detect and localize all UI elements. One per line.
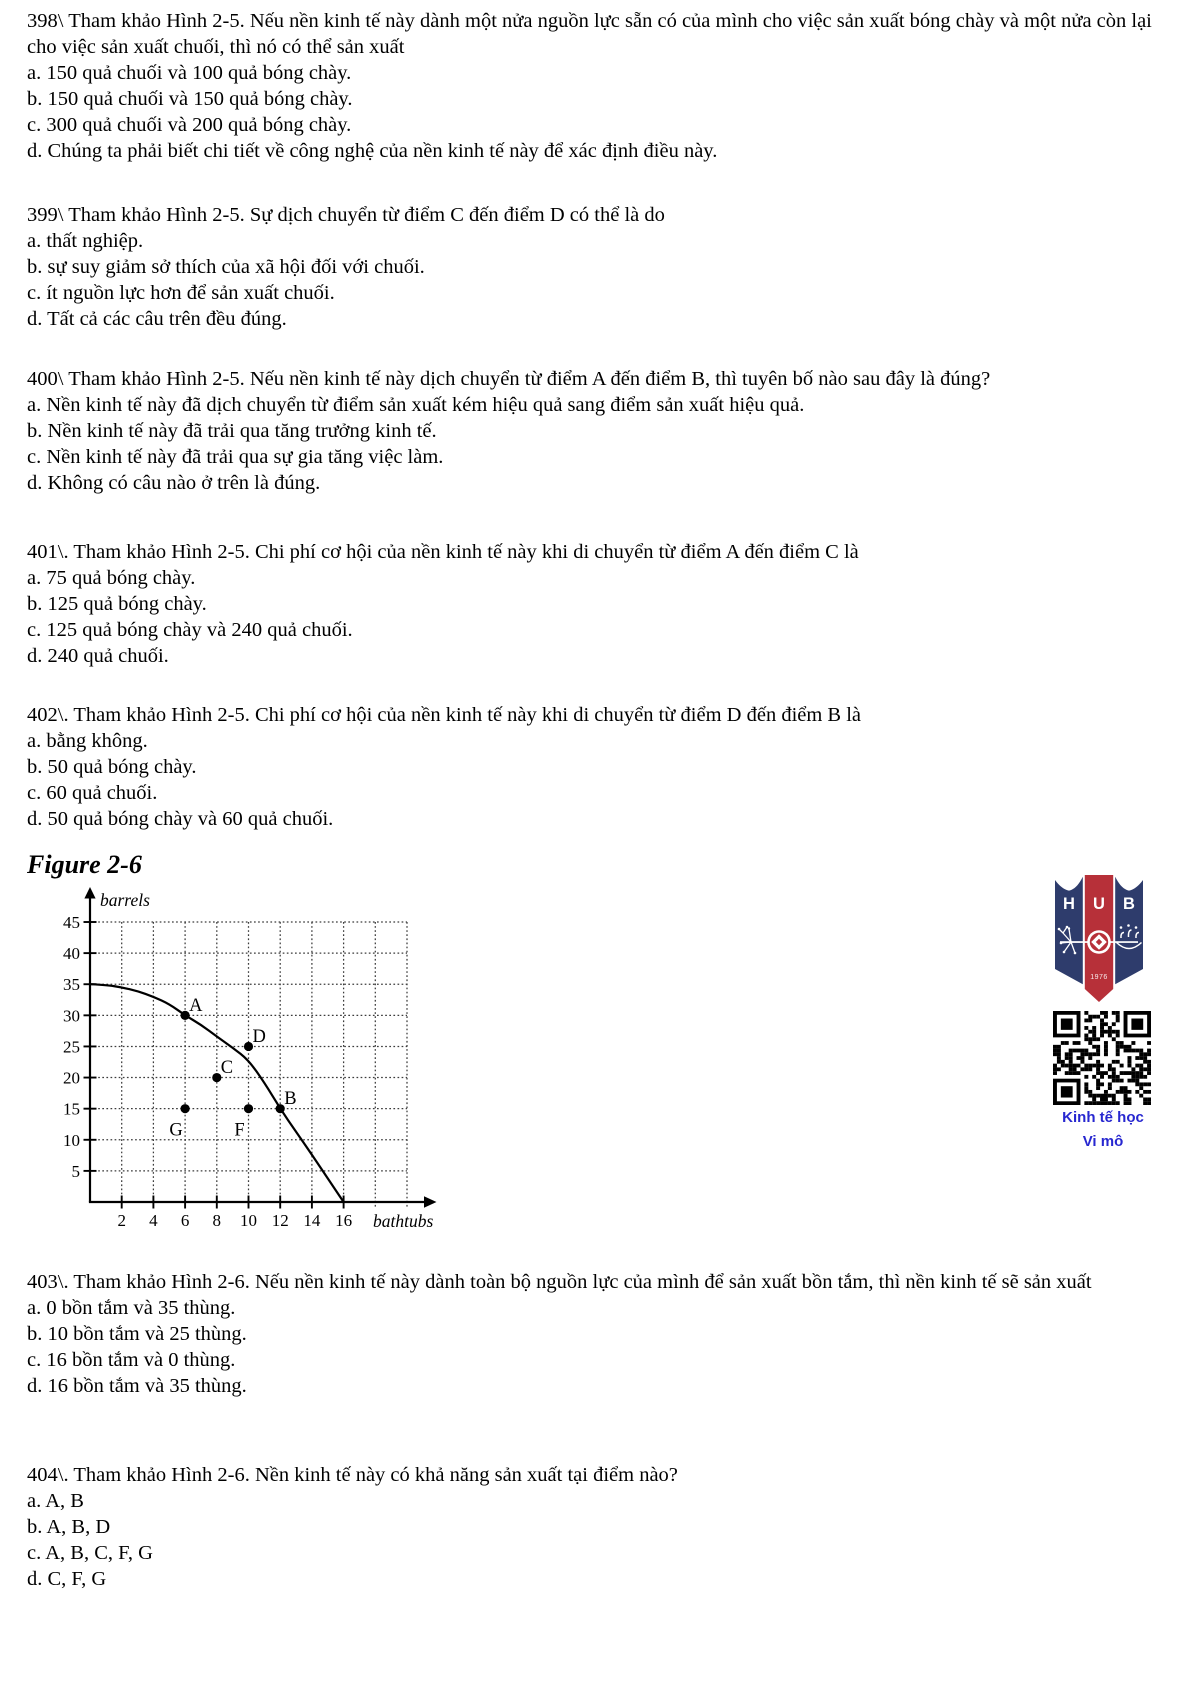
point-label-B: B — [284, 1089, 297, 1110]
y-tick-label-20: 20 — [63, 1068, 80, 1088]
question-text: 404\. Tham khảo Hình 2-6. Nền kinh tế này có khả năng sản xuất tại điểm nào? — [27, 1464, 678, 1486]
y-tick-label-40: 40 — [63, 944, 80, 964]
question-400 — [27, 366, 1177, 496]
question-text: 401\. Tham khảo Hình 2-5. Chi phí cơ hội của nền kinh tế này khi di chuyển từ điểm A đến điểm C là — [27, 541, 859, 563]
y-axis-label: barrels — [100, 890, 150, 910]
x-tick-label-6: 6 — [180, 1211, 190, 1230]
logo-letter-h: H — [1063, 895, 1075, 913]
option-d: d. Chúng ta phải biết chi tiết về công nghệ của nền kinh tế này để xác định điều này. — [27, 140, 718, 162]
logo-letter-u: U — [1093, 895, 1105, 913]
y-axis-arrow — [84, 887, 95, 899]
option-c: c. 125 quả bóng chày và 240 quả chuối. — [27, 619, 353, 641]
point-G — [181, 1104, 190, 1113]
option-c: c. ít nguồn lực hơn để sản xuất chuối. — [27, 282, 335, 304]
y-tick-label-5: 5 — [71, 1161, 80, 1181]
option-b: b. 150 quả chuối và 150 quả bóng chày. — [27, 88, 353, 110]
option-d: d. C, F, G — [27, 1568, 107, 1590]
option-d: d. 240 quả chuối. — [27, 645, 169, 667]
course-caption — [1023, 1106, 1183, 1154]
figure-chart — [27, 886, 457, 1246]
question-text: 400\ Tham khảo Hình 2-5. Nếu nền kinh tế này dịch chuyển từ điểm A đến điểm B, thì tuyên bố nào sau đây là đúng? — [27, 368, 991, 390]
x-axis-label: bathtubs — [373, 1211, 434, 1231]
x-tick-label-16: 16 — [335, 1211, 353, 1230]
question-404 — [27, 1462, 1167, 1592]
x-tick-label-10: 10 — [240, 1211, 257, 1230]
y-tick-label-45: 45 — [63, 913, 80, 933]
x-tick-label-2: 2 — [117, 1211, 126, 1230]
point-label-D: D — [252, 1026, 266, 1047]
figure-title: Figure 2-6 — [27, 850, 142, 879]
logo-letter-b: B — [1123, 895, 1135, 913]
y-tick-label-15: 15 — [63, 1099, 80, 1119]
caption-line-2: Vi mô — [1082, 1133, 1124, 1150]
option-a: a. 150 quả chuối và 100 quả bóng chày. — [27, 62, 352, 84]
option-a: a. thất nghiệp. — [27, 230, 144, 252]
option-d: d. 16 bồn tắm và 35 thùng. — [27, 1375, 247, 1397]
option-c: c. 16 bồn tắm và 0 thùng. — [27, 1349, 236, 1371]
x-tick-label-8: 8 — [212, 1211, 222, 1230]
option-c: c. 300 quả chuối và 200 quả bóng chày. — [27, 114, 352, 136]
hub-logo — [1054, 872, 1144, 1003]
caption-line-1: Kinh tế học — [1062, 1109, 1144, 1126]
y-tick-label-35: 35 — [63, 975, 80, 995]
point-label-G: G — [169, 1120, 183, 1141]
question-text: 403\. Tham khảo Hình 2-6. Nếu nền kinh tế này dành toàn bộ nguồn lực của mình để sản xuất bồn tắm, thì nền kinh tế sẽ sản xuất — [27, 1271, 1092, 1293]
point-label-F: F — [234, 1120, 245, 1141]
question-text: 398\ Tham khảo Hình 2-5. Nếu nền kinh tế này dành một nửa nguồn lực sẵn có của mình cho việc sản xuất bóng chày và một nửa còn lại cho việc sản xuất chuối, thì nó có thể sản xuất — [27, 10, 1152, 58]
question-401 — [27, 539, 1167, 669]
option-b: b. A, B, D — [27, 1516, 111, 1538]
y-tick-label-10: 10 — [63, 1130, 80, 1150]
question-399 — [27, 202, 1167, 332]
qr-code — [1053, 1011, 1151, 1105]
option-d: d. 50 quả bóng chày và 60 quả chuối. — [27, 808, 334, 830]
option-b: b. Nền kinh tế này đã trải qua tăng trưởng kinh tế. — [27, 420, 437, 442]
y-tick-label-30: 30 — [63, 1006, 80, 1026]
point-label-C: C — [220, 1058, 234, 1079]
option-d: d. Tất cả các câu trên đều đúng. — [27, 308, 287, 330]
logo-year: 1976 — [1090, 974, 1108, 981]
x-tick-label-14: 14 — [303, 1211, 321, 1230]
option-a: a. bằng không. — [27, 730, 148, 752]
option-c: c. 60 quả chuối. — [27, 782, 158, 804]
option-c: c. Nền kinh tế này đã trải qua sự gia tăng việc làm. — [27, 446, 444, 468]
point-F — [244, 1104, 253, 1113]
x-tick-label-12: 12 — [271, 1211, 289, 1230]
question-text: 402\. Tham khảo Hình 2-5. Chi phí cơ hội của nền kinh tế này khi di chuyển từ điểm D đến điểm B là — [27, 704, 862, 726]
question-402 — [27, 702, 1167, 832]
y-tick-label-25: 25 — [63, 1037, 80, 1057]
option-b: b. 125 quả bóng chày. — [27, 593, 207, 615]
option-d: d. Không có câu nào ở trên là đúng. — [27, 472, 321, 494]
x-tick-label-4: 4 — [149, 1211, 158, 1230]
option-b: b. sự suy giảm sở thích của xã hội đối với chuối. — [27, 256, 425, 278]
option-b: b. 50 quả bóng chày. — [27, 756, 197, 778]
question-403 — [27, 1269, 1152, 1399]
x-axis-arrow — [424, 1196, 437, 1207]
question-text: 399\ Tham khảo Hình 2-5. Sự dịch chuyển từ điểm C đến điểm D có thể là do — [27, 204, 665, 226]
option-a: a. A, B — [27, 1490, 84, 1512]
option-a: a. Nền kinh tế này đã dịch chuyển từ điểm sản xuất kém hiệu quả sang điểm sản xuất hiệu quả. — [27, 394, 805, 416]
option-b: b. 10 bồn tắm và 25 thùng. — [27, 1323, 247, 1345]
option-a: a. 0 bồn tắm và 35 thùng. — [27, 1297, 236, 1319]
question-398 — [27, 8, 1152, 164]
option-a: a. 75 quả bóng chày. — [27, 567, 196, 589]
option-c: c. A, B, C, F, G — [27, 1542, 153, 1564]
point-label-A: A — [189, 995, 203, 1016]
